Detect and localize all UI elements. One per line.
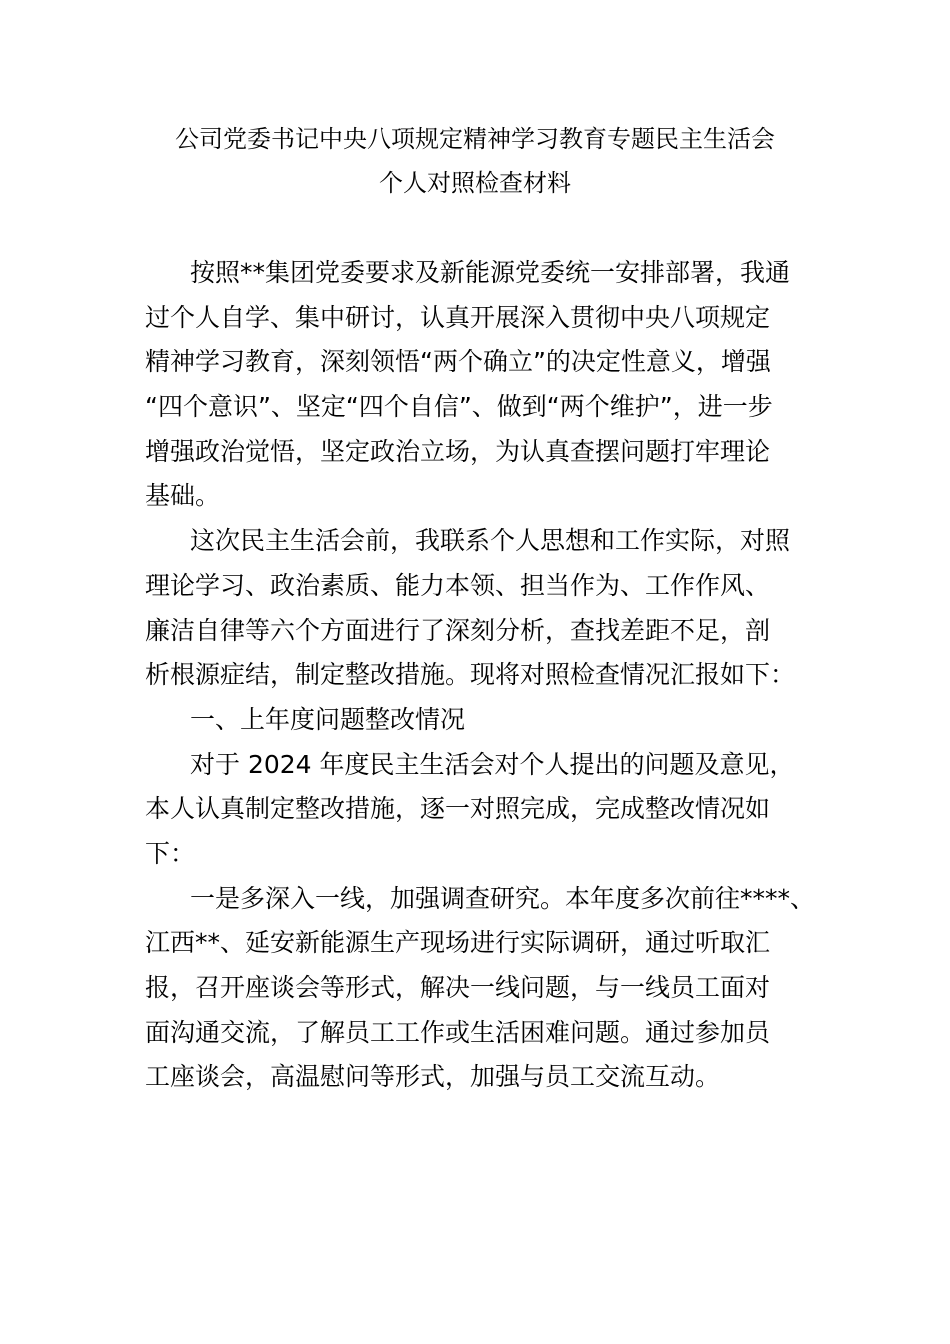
paragraph-2-line-4: 析根源症结，制定整改措施。现将对照检查情况汇报如下：: [145, 660, 796, 690]
paragraph-1-line-6: 基础。: [145, 481, 221, 511]
document-title-line-2: 个人对照检查材料: [379, 169, 571, 197]
paragraph-2-line-2: 理论学习、政治素质、能力本领、担当作为、工作作风、: [145, 570, 771, 600]
paragraph-1-line-5: 增强政治觉悟，坚定政治立场，为认真查摆问题打牢理论: [145, 436, 771, 466]
paragraph-1-line-1: 按照**集团党委要求及新能源党委统一安排部署，我通: [190, 258, 791, 287]
paragraph-4-line-3: 报，召开座谈会等形式，解决一线问题，与一线员工面对: [145, 973, 771, 1002]
paragraph-3-line-3: 下：: [145, 838, 196, 868]
section-heading-1: 一、上年度问题整改情况: [190, 704, 466, 734]
paragraph-1-line-2: 过个人自学、集中研讨，认真开展深入贯彻中央八项规定: [145, 302, 771, 332]
document-title-line-1: 公司党委书记中央八项规定精神学习教育专题民主生活会: [175, 125, 775, 153]
document-body: [145, 253, 835, 1102]
paragraph-4-line-2: 江西**、延安新能源生产现场进行实际调研，通过听取汇: [145, 928, 771, 958]
paragraph-1-line-3: 精神学习教育，深刻领悟“两个确立”的决定性意义，增强: [145, 347, 771, 377]
paragraph-4-line-5: 工座谈会，高温慰问等形式，加强与员工交流互动。: [145, 1062, 721, 1092]
paragraph-3-line-1: 对于 2024 年度民主生活会对个人提出的问题及意见，: [190, 749, 795, 779]
paragraph-4-line-1: 一是多深入一线，加强调查研究。本年度多次前往****、: [190, 883, 816, 913]
paragraph-2-line-3: 廉洁自律等六个方面进行了深刻分析，查找差距不足，剖: [145, 615, 771, 645]
paragraph-3-line-2: 本人认真制定整改措施，逐一对照完成，完成整改情况如: [145, 794, 771, 824]
paragraph-4-line-4: 面沟通交流，了解员工工作或生活困难问题。通过参加员: [145, 1017, 771, 1047]
paragraph-2-line-1: 这次民主生活会前，我联系个人思想和工作实际，对照: [190, 526, 791, 556]
paragraph-1-line-4: “四个意识”、坚定“四个自信”、做到“两个维护”，进一步: [145, 392, 773, 422]
